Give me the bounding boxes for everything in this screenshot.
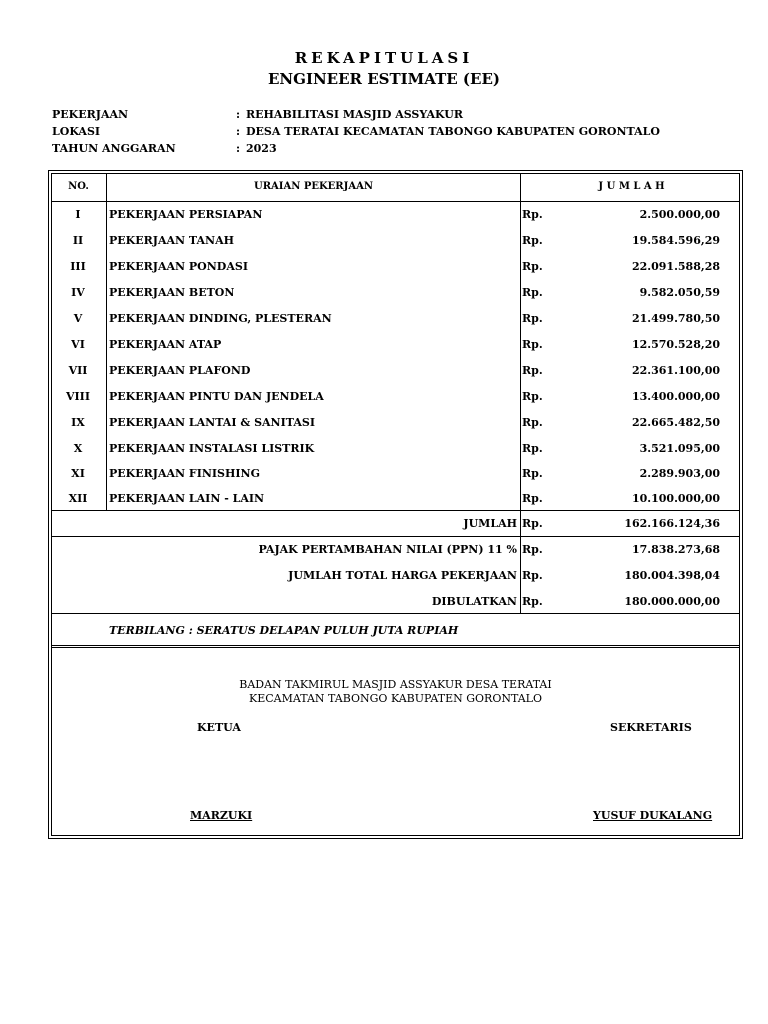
summary-currency: Rp. — [522, 517, 543, 530]
info-colon: : — [236, 142, 241, 155]
row-desc: PEKERJAAN LANTAI & SANITASI — [109, 416, 315, 429]
row-amount: 3.521.095,00 — [639, 442, 720, 455]
row-currency: Rp. — [522, 338, 543, 351]
info-value: 2023 — [246, 142, 277, 155]
info-colon: : — [236, 125, 241, 138]
row-no: XI — [71, 467, 85, 480]
summary-amount: 180.000.000,00 — [624, 595, 720, 608]
row-currency: Rp. — [522, 208, 543, 221]
row-no: I — [75, 208, 81, 221]
row-amount: 22.665.482,50 — [631, 416, 720, 429]
col-divider-no — [106, 173, 107, 510]
summary-label: JUMLAH — [463, 517, 517, 530]
row-amount: 22.091.588,28 — [631, 260, 720, 273]
recap-table-frame — [48, 170, 743, 839]
header-divider — [51, 201, 740, 202]
info-label: LOKASI — [52, 125, 101, 138]
row-no: II — [72, 234, 84, 247]
row-desc: PEKERJAAN INSTALASI LISTRIK — [109, 442, 315, 455]
org-line-1: BADAN TAKMIRUL MASJID ASSYAKUR DESA TERATAI — [239, 678, 552, 691]
row-desc: PEKERJAAN TANAH — [109, 234, 235, 247]
summary-label: DIBULATKAN — [431, 595, 517, 608]
row-amount: 19.584.596,29 — [631, 234, 720, 247]
row-no: VII — [68, 364, 88, 377]
col-divider-jumlah — [520, 173, 521, 613]
terbilang-divider-1 — [51, 645, 740, 646]
row-desc: PEKERJAAN BETON — [109, 286, 235, 299]
row-desc: PEKERJAAN ATAP — [109, 338, 222, 351]
row-no: V — [73, 312, 83, 325]
info-label: PEKERJAAN — [52, 108, 129, 121]
row-desc: PEKERJAAN DINDING, PLESTERAN — [109, 312, 332, 325]
info-value: DESA TERATAI KECAMATAN TABONGO KABUPATEN GORONTALO — [246, 125, 660, 138]
summary-currency: Rp. — [522, 543, 543, 556]
row-desc: PEKERJAAN LAIN - LAIN — [109, 492, 265, 505]
row-desc: PEKERJAAN PERSIAPAN — [109, 208, 263, 221]
row-currency: Rp. — [522, 286, 543, 299]
terbilang-text: TERBILANG : SERATUS DELAPAN PULUH JUTA RUPIAH — [109, 624, 459, 637]
recap-table — [51, 173, 740, 836]
row-no: VIII — [66, 390, 90, 403]
row-amount: 9.582.050,59 — [639, 286, 720, 299]
row-desc: PEKERJAAN PONDASI — [109, 260, 248, 273]
row-no: XII — [68, 492, 88, 505]
row-currency: Rp. — [522, 416, 543, 429]
header-jumlah: J U M L A H — [598, 181, 665, 192]
row-currency: Rp. — [522, 234, 543, 247]
row-amount: 10.100.000,00 — [631, 492, 720, 505]
row-no: IV — [71, 286, 85, 299]
summary-amount: 162.166.124,36 — [624, 517, 720, 530]
summary-label: JUMLAH TOTAL HARGA PEKERJAAN — [288, 569, 517, 582]
summary-currency: Rp. — [522, 569, 543, 582]
signature-right-title: SEKRETARIS — [610, 721, 692, 734]
row-currency: Rp. — [522, 492, 543, 505]
jumlah-divider — [51, 536, 740, 537]
document-title: REKAPITULASI — [294, 49, 474, 67]
info-label: TAHUN ANGGARAN — [52, 142, 176, 155]
summary-amount: 17.838.273,68 — [631, 543, 720, 556]
org-line-2: KECAMATAN TABONGO KABUPATEN GORONTALO — [249, 692, 542, 705]
summary-amount: 180.004.398,04 — [624, 569, 720, 582]
document-subtitle: ENGINEER ESTIMATE (EE) — [268, 70, 500, 88]
signature-right-name: YUSUF DUKALANG — [593, 809, 713, 822]
terbilang-divider-2 — [51, 647, 740, 648]
items-bottom-divider — [51, 510, 740, 511]
row-currency: Rp. — [522, 260, 543, 273]
row-currency: Rp. — [522, 390, 543, 403]
row-amount: 2.500.000,00 — [639, 208, 720, 221]
summary-bottom-divider — [51, 613, 740, 614]
summary-label: PAJAK PERTAMBAHAN NILAI (PPN) 11 % — [258, 543, 517, 556]
row-no: IX — [71, 416, 85, 429]
row-amount: 21.499.780,50 — [631, 312, 720, 325]
row-desc: PEKERJAAN FINISHING — [109, 467, 260, 480]
signature-left-name: MARZUKI — [190, 809, 253, 822]
info-value: REHABILITASI MASJID ASSYAKUR — [246, 108, 463, 121]
signature-left-title: KETUA — [197, 721, 241, 734]
summary-currency: Rp. — [522, 595, 543, 608]
row-amount: 22.361.100,00 — [631, 364, 720, 377]
row-currency: Rp. — [522, 312, 543, 325]
row-currency: Rp. — [522, 364, 543, 377]
row-desc: PEKERJAAN PLAFOND — [109, 364, 251, 377]
row-amount: 12.570.528,20 — [631, 338, 720, 351]
row-no: X — [73, 442, 83, 455]
info-colon: : — [236, 108, 241, 121]
row-amount: 2.289.903,00 — [639, 467, 720, 480]
header-uraian: URAIAN PEKERJAAN — [253, 181, 373, 192]
row-no: VI — [71, 338, 85, 351]
header-no: NO. — [68, 181, 89, 192]
row-currency: Rp. — [522, 442, 543, 455]
row-currency: Rp. — [522, 467, 543, 480]
row-amount: 13.400.000,00 — [631, 390, 720, 403]
row-no: III — [70, 260, 86, 273]
row-desc: PEKERJAAN PINTU DAN JENDELA — [109, 390, 324, 403]
